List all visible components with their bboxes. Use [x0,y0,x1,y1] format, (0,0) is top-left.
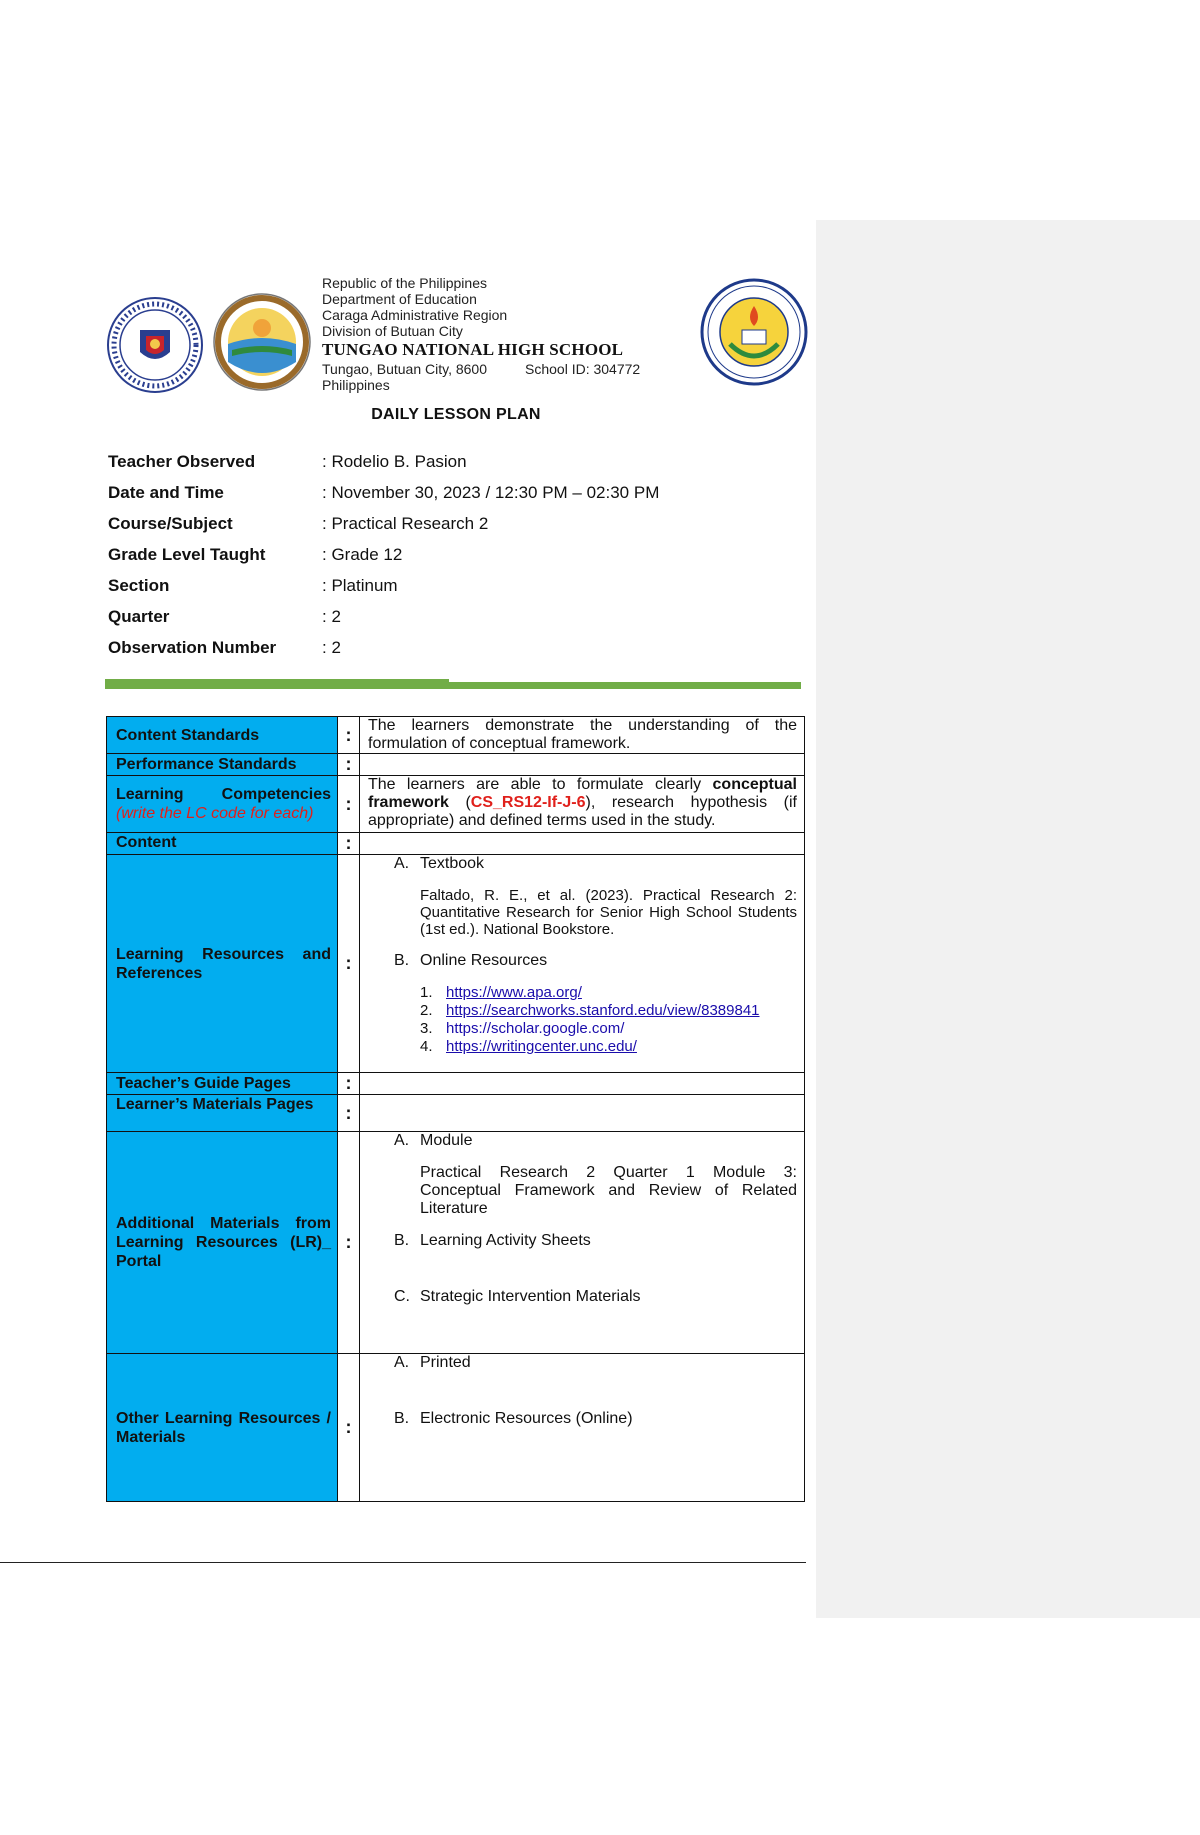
row-label [107,776,338,833]
table-row [107,776,805,833]
table-row [107,1073,805,1095]
table-row [107,754,805,776]
info-label: Grade Level Taught [108,544,266,564]
school-seal-logo [700,278,808,386]
info-row-subject [108,508,708,539]
info-label: Course/Subject [108,513,233,533]
school-id: School ID: 304772 [525,361,641,377]
division-seal-logo [212,292,312,392]
table-row [107,1132,805,1354]
intervention-materials-item: Strategic Intervention Materials [420,1288,641,1305]
electronic-resources-item: Electronic Resources (Online) [420,1410,633,1427]
header-line-republic: Republic of the Philippines [322,275,487,291]
textbook-citation: Faltado, R. E., et al. (2023). Practical Research 2: Quantitative Research for Senior High School Students (1st ed.). National Bookstore. [420,887,797,938]
header-line-department: Department of Education [322,291,477,307]
table-row [107,833,805,855]
list-marker: A. [394,1354,410,1371]
row-colon: : [338,1354,360,1502]
info-label: Quarter [108,606,170,626]
school-country: Philippines [322,377,390,393]
observation-info [108,446,708,663]
competency-code: CS_RS12-If-J-6 [470,794,586,811]
table-row [107,1354,805,1502]
row-colon: : [338,754,360,776]
row-colon: : [338,833,360,855]
green-divider [105,682,801,689]
info-value: : Rodelio B. Pasion [322,451,467,471]
module-description: Practical Research 2 Quarter 1 Module 3: Conceptual Framework and Review of Related Literature [420,1164,797,1217]
comment-side-pane [816,220,1200,1618]
teachers-guide-value [360,1073,805,1095]
row-label: Learner’s Materials Pages [107,1095,338,1132]
info-row-teacher [108,446,708,477]
competency-bold: conceptual framework [368,776,797,811]
row-label: Other Learning Resources / Materials [107,1354,338,1502]
row-colon: : [338,1095,360,1132]
list-marker: A. [394,855,410,872]
info-label: Section [108,575,170,595]
list-number: 2. [420,1002,433,1019]
activity-sheets-item: Learning Activity Sheets [420,1232,591,1249]
table-row [107,855,805,1073]
learning-resources-value [360,855,805,1073]
table-row [107,1095,805,1132]
row-label [107,855,338,1073]
list-marker: C. [394,1288,410,1305]
info-row-section [108,570,708,601]
row-label: Performance Standards [107,754,338,776]
info-value: : Platinum [322,575,398,595]
info-label: Teacher Observed [108,451,256,471]
performance-standards-value [360,754,805,776]
row-label: Additional Materials from Learning Resources (LR)_ Portal [107,1132,338,1354]
content-standards-value: The learners demonstrate the understanding of the formulation of conceptual framework. [360,717,805,754]
info-value: : 2 [322,606,341,626]
competency-text: The learners are able to formulate clearly [368,776,713,793]
scholar-link[interactable]: https://scholar.google.com/ [446,1020,625,1037]
competency-paren: ( [448,794,471,811]
competency-text-rest: ), research hypothesis (if appropriate) and defined terms used in the study. [368,794,797,829]
learners-materials-value [360,1095,805,1132]
info-row-grade [108,539,708,570]
row-label: Content Standards [107,717,338,754]
textbook-heading: Textbook [420,855,485,872]
module-heading: Module [420,1132,473,1149]
learning-resources-label: Learning Resources and References [116,945,331,982]
header-line-division: Division of Butuan City [322,323,463,339]
learning-competencies-value [360,776,805,833]
competencies-label: Learning Competencies [116,786,331,803]
list-marker: B. [394,952,410,969]
content-value [360,833,805,855]
list-marker: B. [394,1410,410,1427]
document-title: DAILY LESSON PLAN [371,406,541,423]
row-colon: : [338,1073,360,1095]
info-row-date [108,477,708,508]
list-marker: A. [394,1132,410,1149]
row-colon: : [338,855,360,1073]
info-value: : 2 [322,637,341,657]
info-value: : November 30, 2023 / 12:30 PM – 02:30 PM [322,482,660,502]
info-row-observation [108,632,708,663]
school-address: Tungao, Butuan City, 8600 [322,361,487,377]
apa-link[interactable]: https://www.apa.org/ [446,984,582,1001]
competencies-note: (write the LC code for each) [116,805,314,822]
info-label: Observation Number [108,637,277,657]
header-line-region: Caraga Administrative Region [322,307,508,323]
list-number: 3. [420,1020,433,1037]
writingcenter-link[interactable]: https://writingcenter.unc.edu/ [446,1038,637,1055]
school-name: TUNGAO NATIONAL HIGH SCHOOL [322,340,624,359]
row-colon: : [338,776,360,833]
table-row [107,717,805,754]
row-colon: : [338,1132,360,1354]
online-resources-heading: Online Resources [420,952,548,969]
deped-seal-logo [106,296,204,394]
list-number: 4. [420,1038,433,1055]
info-value: : Grade 12 [322,544,403,564]
school-header [322,275,682,393]
row-label: Content [107,833,338,855]
info-row-quarter [108,601,708,632]
stanford-link[interactable]: https://searchworks.stanford.edu/view/8389841 [446,1002,760,1019]
list-marker: B. [394,1232,410,1249]
page-bottom-rule [0,1562,806,1563]
info-label: Date and Time [108,482,224,502]
info-value: : Practical Research 2 [322,513,489,533]
printed-item: Printed [420,1354,471,1371]
row-colon: : [338,717,360,754]
row-label: Teacher’s Guide Pages [107,1073,338,1095]
lesson-plan-table [106,716,805,1502]
other-resources-value [360,1354,805,1502]
additional-materials-value [360,1132,805,1354]
list-number: 1. [420,984,433,1001]
